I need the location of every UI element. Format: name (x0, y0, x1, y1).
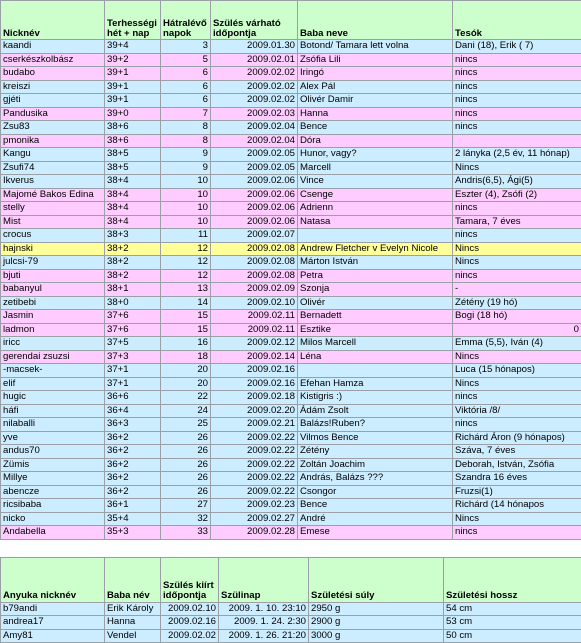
cell-days[interactable]: 16 (161, 337, 211, 351)
table-row (1, 458, 581, 472)
table-row (1, 377, 581, 391)
cell-due-date[interactable]: 2009.02.16 (161, 616, 219, 630)
cell-mother-nick[interactable]: Amy81 (1, 629, 105, 643)
cell-nick[interactable]: Zümis (1, 458, 105, 472)
cell-nick[interactable]: Kangu (1, 148, 105, 162)
cell-baby[interactable]: Alex Pál (298, 80, 453, 94)
table-row (1, 269, 581, 283)
cell-days[interactable]: 27 (161, 499, 211, 513)
cell-siblings[interactable]: Bogi (18 hó) (453, 310, 581, 324)
cell-days[interactable]: 15 (161, 323, 211, 337)
cell-date[interactable]: 2009.02.06 (211, 175, 298, 189)
cell-week[interactable]: 36+1 (105, 499, 161, 513)
table-row (1, 499, 581, 513)
cell-siblings[interactable]: Szandra 16 éves (453, 472, 581, 486)
cell-date[interactable]: 2009.02.21 (211, 418, 298, 432)
cell-weight[interactable]: 2950 g (309, 602, 444, 616)
table-row (1, 161, 581, 175)
cell-week[interactable]: 37+3 (105, 350, 161, 364)
cell-week[interactable]: 38+2 (105, 269, 161, 283)
col-header-siblings[interactable]: Tesók (453, 1, 581, 40)
col-header-nick[interactable]: Nicknév (1, 1, 105, 40)
cell-baby[interactable]: Petra (298, 269, 453, 283)
cell-week[interactable]: 36+2 (105, 472, 161, 486)
cell-siblings[interactable]: Nincs (453, 350, 581, 364)
cell-week[interactable]: 38+3 (105, 229, 161, 243)
cell-date[interactable]: 2009.02.22 (211, 458, 298, 472)
cell-days[interactable]: 33 (161, 526, 211, 540)
cell-days[interactable]: 14 (161, 296, 211, 310)
table-row (1, 229, 581, 243)
cell-baby[interactable]: Efehan Hamza (298, 377, 453, 391)
cell-days[interactable]: 9 (161, 148, 211, 162)
cell-baby[interactable]: Iringó (298, 67, 453, 81)
cell-siblings[interactable]: nincs (453, 94, 581, 108)
table-row (1, 629, 581, 643)
cell-siblings[interactable] (453, 134, 581, 148)
cell-nick[interactable]: andus70 (1, 445, 105, 459)
cell-baby[interactable]: Hunor, vagy? (298, 148, 453, 162)
cell-baby[interactable]: Csenge (298, 188, 453, 202)
cell-date[interactable]: 2009.02.02 (211, 94, 298, 108)
cell-baby[interactable]: Botond/ Tamara lett volna (298, 40, 453, 54)
table-row (1, 134, 581, 148)
cell-siblings[interactable]: Zétény (19 hó) (453, 296, 581, 310)
cell-siblings[interactable]: Richárd (14 hónapos (453, 499, 581, 513)
cell-siblings[interactable]: nincs (453, 53, 581, 67)
table-row (1, 67, 581, 81)
cell-siblings[interactable]: nincs (453, 107, 581, 121)
cell-baby[interactable]: Zsófia Lili (298, 53, 453, 67)
spacer (0, 540, 581, 557)
col-header-due-date[interactable]: Szülés kiírt időpontja (161, 557, 219, 602)
col-header-days[interactable]: Hátralévő napok (161, 1, 211, 40)
cell-days[interactable]: 22 (161, 391, 211, 405)
cell-siblings[interactable]: Fruzsi(1) (453, 485, 581, 499)
cell-siblings[interactable]: nincs (453, 418, 581, 432)
cell-siblings[interactable]: nincs (453, 269, 581, 283)
cell-week[interactable]: 39+1 (105, 94, 161, 108)
cell-days[interactable]: 26 (161, 485, 211, 499)
cell-baby[interactable]: Márton István (298, 256, 453, 270)
cell-baby-name[interactable]: Erik Károly (105, 602, 161, 616)
cell-days[interactable]: 10 (161, 175, 211, 189)
cell-week[interactable]: 39+1 (105, 80, 161, 94)
cell-date[interactable]: 2009.02.05 (211, 148, 298, 162)
cell-siblings[interactable]: Nincs (453, 512, 581, 526)
cell-week[interactable]: 38+5 (105, 148, 161, 162)
cell-siblings[interactable]: Andris(6,5), Ági(5) (453, 175, 581, 189)
table-row (1, 472, 581, 486)
cell-date[interactable]: 2009.02.10 (211, 296, 298, 310)
table-row (1, 40, 581, 54)
cell-days[interactable]: 26 (161, 445, 211, 459)
cell-nick[interactable]: Zsufi74 (1, 161, 105, 175)
col-header-length[interactable]: Születési hossz (444, 557, 581, 602)
cell-days[interactable]: 26 (161, 431, 211, 445)
table-row (1, 602, 581, 616)
table-row (1, 175, 581, 189)
cell-length[interactable]: 50 cm (444, 629, 581, 643)
cell-siblings[interactable]: - (453, 283, 581, 297)
table-row (1, 121, 581, 135)
table-row (1, 215, 581, 229)
cell-date[interactable]: 2009.02.14 (211, 350, 298, 364)
cell-baby[interactable]: Zoltán Joachim (298, 458, 453, 472)
table-row (1, 445, 581, 459)
cell-birthday[interactable]: 2009. 1. 10. 23:10 (219, 602, 309, 616)
cell-siblings[interactable]: nincs (453, 391, 581, 405)
cell-siblings[interactable]: Dani (18), Erik ( 7) (453, 40, 581, 54)
cell-baby[interactable]: Andrew Fletcher v Evelyn Nicole (298, 242, 453, 256)
cell-nick[interactable]: abencze (1, 485, 105, 499)
cell-days[interactable]: 10 (161, 215, 211, 229)
cell-week[interactable]: 38+4 (105, 215, 161, 229)
cell-nick[interactable]: nilaballi (1, 418, 105, 432)
cell-nick[interactable]: Jasmin (1, 310, 105, 324)
cell-date[interactable]: 2009.02.18 (211, 391, 298, 405)
cell-siblings[interactable]: 2 lányka (2,5 év, 11 hónap) (453, 148, 581, 162)
cell-date[interactable]: 2009.02.09 (211, 283, 298, 297)
cell-nick[interactable]: -macsek- (1, 364, 105, 378)
cell-days[interactable]: 25 (161, 418, 211, 432)
cell-days[interactable]: 20 (161, 377, 211, 391)
cell-date[interactable]: 2009.02.07 (211, 229, 298, 243)
cell-date[interactable]: 2009.02.11 (211, 323, 298, 337)
cell-nick[interactable]: iricc (1, 337, 105, 351)
cell-siblings[interactable]: Nincs (453, 377, 581, 391)
cell-siblings[interactable]: Viktória /8/ (453, 404, 581, 418)
cell-baby[interactable]: Milos Marcell (298, 337, 453, 351)
cell-nick[interactable]: Millye (1, 472, 105, 486)
cell-nick[interactable]: babanyul (1, 283, 105, 297)
col-header-baby-name[interactable]: Baba név (105, 557, 161, 602)
cell-baby[interactable]: Bernadett (298, 310, 453, 324)
cell-date[interactable]: 2009.02.02 (211, 80, 298, 94)
born-babies-table (0, 557, 581, 643)
table-row (1, 431, 581, 445)
table-row (1, 53, 581, 67)
cell-week[interactable]: 37+6 (105, 310, 161, 324)
table-row (1, 283, 581, 297)
cell-siblings[interactable]: Nincs (453, 161, 581, 175)
cell-days[interactable]: 9 (161, 161, 211, 175)
table-row (1, 310, 581, 324)
table-row (1, 256, 581, 270)
born-header-row (1, 557, 581, 602)
cell-date[interactable]: 2009.02.06 (211, 215, 298, 229)
cell-date[interactable]: 2009.02.22 (211, 485, 298, 499)
cell-baby[interactable]: Natasa (298, 215, 453, 229)
cell-baby[interactable]: Vince (298, 175, 453, 189)
cell-baby[interactable]: Szonja (298, 283, 453, 297)
cell-mother-nick[interactable]: andrea17 (1, 616, 105, 630)
table-row (1, 107, 581, 121)
cell-nick[interactable]: julcsi-79 (1, 256, 105, 270)
cell-week[interactable]: 38+5 (105, 161, 161, 175)
cell-week[interactable]: 36+2 (105, 431, 161, 445)
cell-nick[interactable]: kaandi (1, 40, 105, 54)
cell-date[interactable]: 2009.02.16 (211, 377, 298, 391)
cell-nick[interactable]: Mist (1, 215, 105, 229)
cell-week[interactable]: 35+3 (105, 526, 161, 540)
cell-baby[interactable]: András, Balázs ??? (298, 472, 453, 486)
cell-baby[interactable]: Léna (298, 350, 453, 364)
cell-nick[interactable]: ladmon (1, 323, 105, 337)
cell-days[interactable]: 26 (161, 472, 211, 486)
col-header-baby[interactable]: Baba neve (298, 1, 453, 40)
cell-nick[interactable]: Majomé Bakos Edina (1, 188, 105, 202)
cell-days[interactable]: 8 (161, 121, 211, 135)
cell-nick[interactable]: cserkészkolbász (1, 53, 105, 67)
cell-date[interactable]: 2009.01.30 (211, 40, 298, 54)
cell-siblings[interactable]: nincs (453, 121, 581, 135)
cell-siblings[interactable]: Deborah, István, Zsófia (453, 458, 581, 472)
cell-days[interactable]: 26 (161, 458, 211, 472)
table-row (1, 80, 581, 94)
cell-days[interactable]: 18 (161, 350, 211, 364)
cell-nick[interactable]: Zsu83 (1, 121, 105, 135)
cell-baby[interactable]: Marcell (298, 161, 453, 175)
cell-nick[interactable]: crocus (1, 229, 105, 243)
cell-siblings[interactable]: Nincs (453, 242, 581, 256)
cell-nick[interactable]: ricsibaba (1, 499, 105, 513)
cell-week[interactable]: 38+4 (105, 202, 161, 216)
cell-baby-name[interactable]: Vendel (105, 629, 161, 643)
cell-week[interactable]: 38+6 (105, 121, 161, 135)
table-row (1, 512, 581, 526)
cell-siblings[interactable]: nincs (453, 67, 581, 81)
cell-date[interactable]: 2009.02.02 (211, 67, 298, 81)
cell-baby[interactable]: Bence (298, 121, 453, 135)
cell-nick[interactable]: Andabella (1, 526, 105, 540)
cell-week[interactable]: 35+4 (105, 512, 161, 526)
cell-date[interactable]: 2009.02.08 (211, 269, 298, 283)
col-header-mother-nick[interactable]: Anyuka nicknév (1, 557, 105, 602)
cell-baby-name[interactable]: Hanna (105, 616, 161, 630)
cell-days[interactable]: 10 (161, 188, 211, 202)
cell-week[interactable]: 37+1 (105, 364, 161, 378)
table-row (1, 148, 581, 162)
table-row (1, 337, 581, 351)
cell-due-date[interactable]: 2009.02.02 (161, 629, 219, 643)
cell-nick[interactable]: hajnski (1, 242, 105, 256)
cell-nick[interactable]: Pandusika (1, 107, 105, 121)
cell-days[interactable]: 12 (161, 242, 211, 256)
cell-baby[interactable]: Vilmos Bence (298, 431, 453, 445)
table-row (1, 616, 581, 630)
cell-baby[interactable]: Bence (298, 499, 453, 513)
table-row (1, 350, 581, 364)
cell-baby[interactable]: Ádám Zsolt (298, 404, 453, 418)
cell-nick[interactable]: nicko (1, 512, 105, 526)
cell-baby[interactable]: Olivér (298, 296, 453, 310)
cell-days[interactable]: 20 (161, 364, 211, 378)
cell-week[interactable]: 39+2 (105, 53, 161, 67)
cell-days[interactable]: 12 (161, 256, 211, 270)
cell-baby[interactable] (298, 364, 453, 378)
cell-week[interactable]: 36+2 (105, 445, 161, 459)
cell-date[interactable]: 2009.02.08 (211, 256, 298, 270)
table-row (1, 526, 581, 540)
cell-days[interactable]: 3 (161, 40, 211, 54)
cell-baby[interactable] (298, 229, 453, 243)
cell-week[interactable]: 37+6 (105, 323, 161, 337)
cell-week[interactable]: 39+4 (105, 40, 161, 54)
cell-days[interactable]: 6 (161, 67, 211, 81)
cell-days[interactable]: 8 (161, 134, 211, 148)
cell-siblings[interactable]: Luca (15 hónapos) (453, 364, 581, 378)
cell-baby[interactable]: Zétény (298, 445, 453, 459)
cell-baby[interactable]: Hanna (298, 107, 453, 121)
cell-date[interactable]: 2009.02.03 (211, 107, 298, 121)
cell-week[interactable]: 38+1 (105, 283, 161, 297)
cell-week[interactable]: 36+6 (105, 391, 161, 405)
cell-nick[interactable]: elif (1, 377, 105, 391)
col-header-weight[interactable]: Születési súly (309, 557, 444, 602)
cell-week[interactable]: 37+5 (105, 337, 161, 351)
cell-weight[interactable]: 3000 g (309, 629, 444, 643)
cell-date[interactable]: 2009.02.05 (211, 161, 298, 175)
table-row (1, 418, 581, 432)
cell-siblings[interactable]: Száva, 7 éves (453, 445, 581, 459)
col-header-date[interactable]: Szülés várható időpontja (211, 1, 298, 40)
cell-siblings[interactable]: nincs (453, 80, 581, 94)
table-row (1, 391, 581, 405)
cell-date[interactable]: 2009.02.04 (211, 134, 298, 148)
cell-nick[interactable]: hugic (1, 391, 105, 405)
cell-nick[interactable]: gerendai zsuzsi (1, 350, 105, 364)
cell-siblings[interactable]: nincs (453, 202, 581, 216)
cell-nick[interactable]: kreiszi (1, 80, 105, 94)
cell-week[interactable]: 36+3 (105, 418, 161, 432)
cell-week[interactable]: 38+4 (105, 175, 161, 189)
cell-date[interactable]: 2009.02.22 (211, 472, 298, 486)
cell-days[interactable]: 10 (161, 202, 211, 216)
cell-siblings[interactable]: Richárd Áron (9 hónapos) (453, 431, 581, 445)
cell-baby[interactable]: Kistigris :) (298, 391, 453, 405)
cell-week[interactable]: 38+4 (105, 188, 161, 202)
cell-days[interactable]: 11 (161, 229, 211, 243)
cell-nick[interactable]: zetibebi (1, 296, 105, 310)
col-header-week[interactable]: Terhességi hét + nap (105, 1, 161, 40)
cell-date[interactable]: 2009.02.22 (211, 445, 298, 459)
cell-week[interactable]: 38+2 (105, 242, 161, 256)
cell-date[interactable]: 2009.02.16 (211, 364, 298, 378)
table-row (1, 404, 581, 418)
cell-baby[interactable]: Esztike (298, 323, 453, 337)
cell-nick[interactable]: háfi (1, 404, 105, 418)
table-row (1, 94, 581, 108)
table-row (1, 202, 581, 216)
cell-date[interactable]: 2009.02.04 (211, 121, 298, 135)
cell-siblings[interactable]: Emma (5,5), Iván (4) (453, 337, 581, 351)
cell-baby[interactable]: Olivér Damir (298, 94, 453, 108)
cell-days[interactable]: 32 (161, 512, 211, 526)
cell-birthday[interactable]: 2009. 1. 24. 2:30 (219, 616, 309, 630)
cell-days[interactable]: 6 (161, 94, 211, 108)
cell-week[interactable]: 39+0 (105, 107, 161, 121)
cell-date[interactable]: 2009.02.01 (211, 53, 298, 67)
cell-baby[interactable]: Emese (298, 526, 453, 540)
cell-date[interactable]: 2009.02.27 (211, 512, 298, 526)
table-row (1, 364, 581, 378)
cell-mother-nick[interactable]: b79andi (1, 602, 105, 616)
cell-baby[interactable]: Dóra (298, 134, 453, 148)
cell-length[interactable]: 53 cm (444, 616, 581, 630)
cell-nick[interactable]: pmonika (1, 134, 105, 148)
cell-week[interactable]: 39+1 (105, 67, 161, 81)
header-row (1, 1, 581, 40)
cell-week[interactable]: 37+1 (105, 377, 161, 391)
table-row (1, 188, 581, 202)
cell-siblings[interactable]: nincs (453, 526, 581, 540)
cell-siblings[interactable]: Eszter (4), Zsófi (2) (453, 188, 581, 202)
cell-days[interactable]: 7 (161, 107, 211, 121)
cell-date[interactable]: 2009.02.23 (211, 499, 298, 513)
cell-week[interactable]: 36+4 (105, 404, 161, 418)
cell-date[interactable]: 2009.02.20 (211, 404, 298, 418)
cell-nick[interactable]: budabo (1, 67, 105, 81)
cell-nick[interactable]: Ikverus (1, 175, 105, 189)
cell-siblings[interactable]: nincs (453, 229, 581, 243)
cell-date[interactable]: 2009.02.12 (211, 337, 298, 351)
cell-baby[interactable]: Adrienn (298, 202, 453, 216)
table-row (1, 323, 581, 337)
cell-week[interactable]: 38+0 (105, 296, 161, 310)
cell-nick[interactable]: yve (1, 431, 105, 445)
cell-siblings[interactable]: Tamara, 7 éves (453, 215, 581, 229)
cell-baby[interactable]: Balázs!Ruben? (298, 418, 453, 432)
cell-days[interactable]: 6 (161, 80, 211, 94)
cell-weight[interactable]: 2900 g (309, 616, 444, 630)
cell-date[interactable]: 2009.02.06 (211, 202, 298, 216)
cell-length[interactable]: 54 cm (444, 602, 581, 616)
cell-birthday[interactable]: 2009. 1. 26. 21:20 (219, 629, 309, 643)
cell-week[interactable]: 36+2 (105, 485, 161, 499)
table-row (1, 242, 581, 256)
cell-days[interactable]: 24 (161, 404, 211, 418)
cell-nick[interactable]: bjuti (1, 269, 105, 283)
cell-days[interactable]: 5 (161, 53, 211, 67)
cell-siblings[interactable]: 0 (453, 323, 581, 337)
cell-due-date[interactable]: 2009.02.10 (161, 602, 219, 616)
cell-week[interactable]: 36+2 (105, 458, 161, 472)
cell-date[interactable]: 2009.02.06 (211, 188, 298, 202)
cell-nick[interactable]: stelly (1, 202, 105, 216)
table-row (1, 485, 581, 499)
cell-date[interactable]: 2009.02.11 (211, 310, 298, 324)
table-row (1, 296, 581, 310)
cell-siblings[interactable]: Nincs (453, 256, 581, 270)
cell-date[interactable]: 2009.02.28 (211, 526, 298, 540)
cell-days[interactable]: 13 (161, 283, 211, 297)
cell-days[interactable]: 15 (161, 310, 211, 324)
cell-baby[interactable]: André (298, 512, 453, 526)
cell-baby[interactable]: Csongor (298, 485, 453, 499)
cell-date[interactable]: 2009.02.22 (211, 431, 298, 445)
cell-days[interactable]: 12 (161, 269, 211, 283)
cell-date[interactable]: 2009.02.08 (211, 242, 298, 256)
cell-nick[interactable]: gjéti (1, 94, 105, 108)
col-header-birthday[interactable]: Szülinap (219, 557, 309, 602)
cell-week[interactable]: 38+6 (105, 134, 161, 148)
cell-week[interactable]: 38+2 (105, 256, 161, 270)
